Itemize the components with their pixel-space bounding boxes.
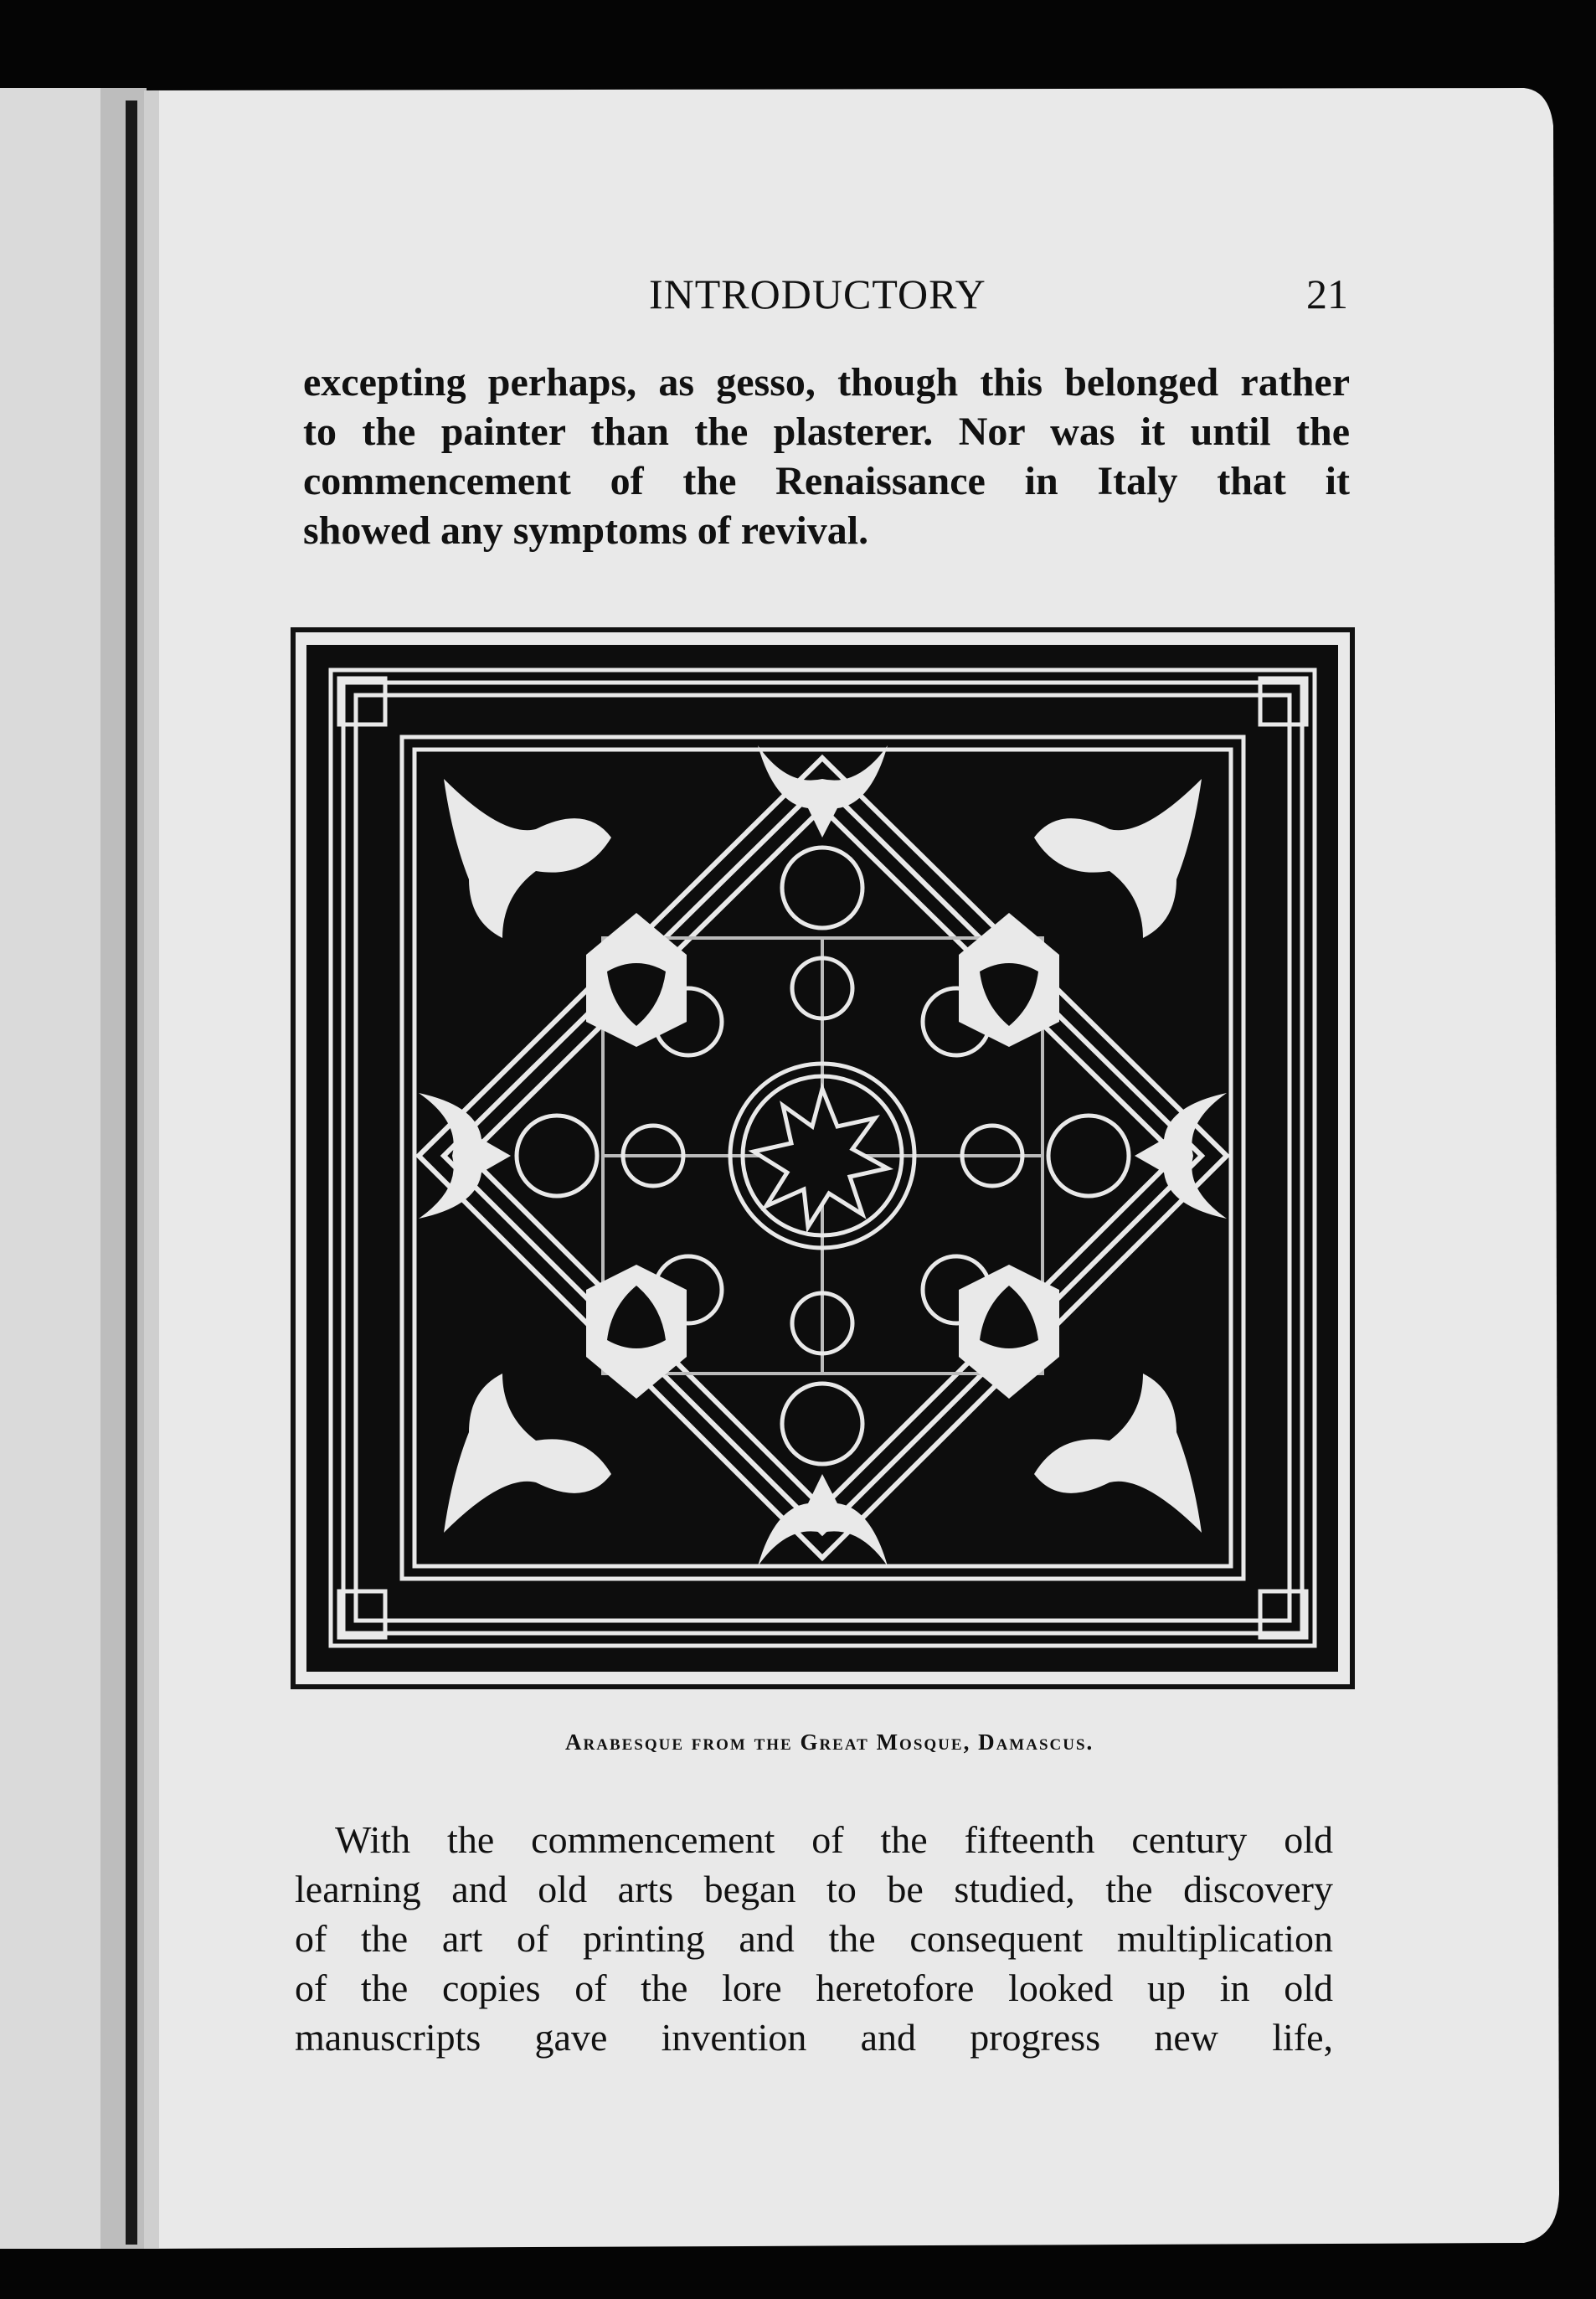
text-line: learning and old arts began to be studied, the discovery — [295, 1868, 1333, 1910]
text-line: excepting perhaps, as gesso, though this belonged rather — [303, 360, 1350, 405]
text-line: of the art of printing and the consequent multiplication — [295, 1917, 1333, 1960]
text-line: of the copies of the lore heretofore looked up in old — [295, 1967, 1333, 2009]
figure-caption: Arabesque from the Great Mosque, Damascus. — [565, 1729, 1094, 1755]
text-line: manuscripts gave invention and progress new life, — [295, 2016, 1333, 2059]
text-line: commencement of the Renaissance in Italy that it — [303, 459, 1350, 503]
gutter-shadow — [144, 90, 159, 2249]
running-head: INTRODUCTORY — [649, 271, 986, 317]
text-line: to the painter than the plasterer. Nor was it until the — [303, 410, 1350, 454]
arabesque-illustration — [293, 630, 1352, 1687]
spine-shadow — [100, 88, 147, 2249]
page-number: 21 — [1306, 271, 1348, 317]
text-line: showed any symptoms of revival. — [303, 508, 869, 553]
spine-line — [126, 101, 137, 2245]
text-line: With the commencement of the fifteenth century old — [335, 1818, 1333, 1861]
